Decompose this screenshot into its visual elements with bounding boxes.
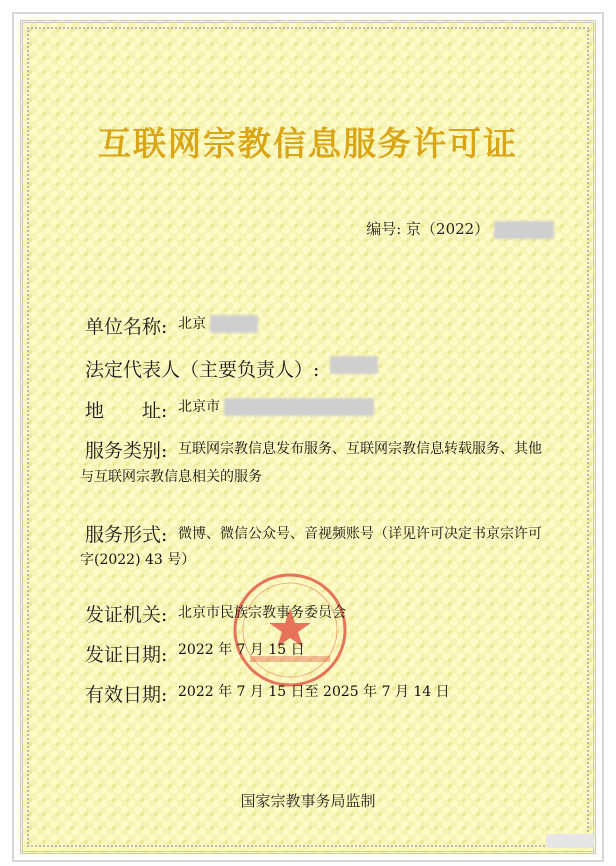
number-value: 京（2022）	[406, 220, 490, 238]
address-text: 北京市	[178, 399, 220, 415]
redacted-unit-name	[210, 315, 258, 333]
footer-supervision: 国家宗教事务局监制	[240, 792, 376, 810]
service-category-line1: 互联网宗教信息发布服务、互联网宗教信息转载服务、其他	[178, 441, 542, 457]
official-seal	[230, 570, 350, 690]
address-label: 地 址:	[85, 400, 168, 422]
legal-rep-label: 法定代表人（主要负责人）:	[85, 359, 320, 381]
issue-date-value: 2022 年 7 月 15 日	[178, 642, 305, 658]
service-form-label: 服务形式:	[85, 524, 168, 546]
issuer-value: 北京市民族宗教事务委员会	[178, 605, 346, 621]
issue-date-label: 发证日期:	[85, 644, 168, 666]
certificate-number	[366, 218, 554, 239]
legal-rep-value	[330, 356, 378, 374]
corner-watermark	[546, 834, 594, 848]
unit-name-label: 单位名称:	[85, 316, 168, 338]
redacted-legal-rep	[330, 356, 378, 374]
redacted-number	[494, 221, 554, 239]
redacted-address	[224, 398, 374, 416]
service-category-label: 服务类别:	[85, 440, 168, 462]
service-form-line1: 微博、微信公众号、音视频账号（详见许可决定书京宗许可	[178, 526, 542, 542]
service-category-line2: 与互联网宗教信息相关的服务	[80, 469, 262, 485]
valid-period-value: 2022 年 7 月 15 日至 2025 年 7 月 14 日	[178, 684, 450, 700]
number-label: 编号:	[366, 220, 402, 238]
address-value	[178, 396, 374, 416]
certificate-title: 互联网宗教信息服务许可证	[98, 124, 518, 163]
valid-period-label: 有效日期:	[85, 684, 168, 706]
unit-name-value	[178, 313, 258, 333]
unit-name-text: 北京	[178, 316, 206, 332]
issuer-label: 发证机关:	[85, 604, 168, 626]
service-form-line2: 字(2022) 43 号）	[80, 552, 196, 568]
